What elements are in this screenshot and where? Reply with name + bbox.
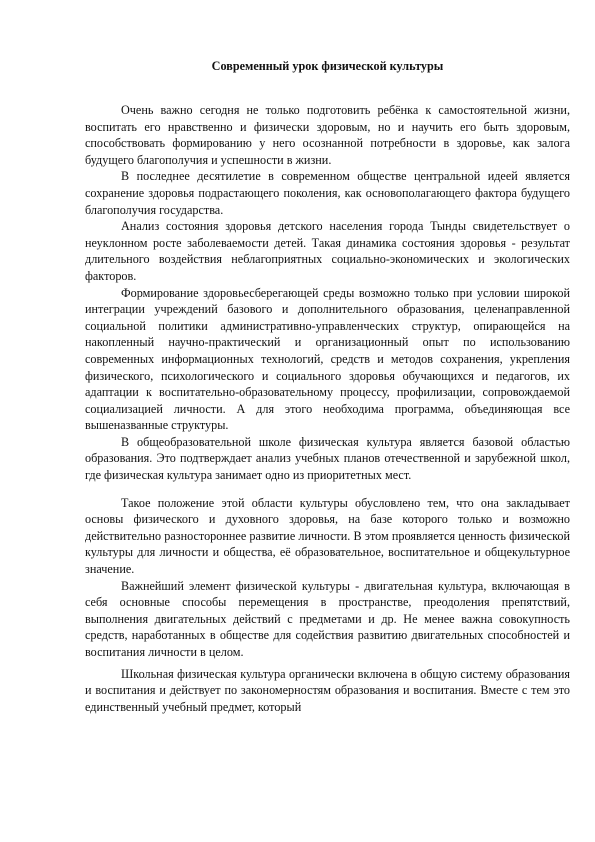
paragraph-7: Важнейший элемент физической культуры - двигательная культура, включающая в себя основные способы перемещения в пространстве, преодоления препятствий, выполнения двигательных действий с предметами и др. Не менее важна совокупность средств, наработанных в обществе для содействия развитию двигательных способностей и воспитания личности в целом.	[85, 578, 570, 659]
document-title: Современный урок физической культуры	[211, 59, 444, 73]
paragraph-8: Школьная физическая культура органически включена в общую систему образования и воспитания и действует по закономерностям образования и воспитания. Вместе с тем это единственный учебный предмет, который	[85, 666, 570, 714]
paragraph-2: В последнее десятилетие в современном обществе центральной идеей является сохранение здоровья подрастающего поколения, как основополагающего фактора будущего благополучия государства.	[85, 169, 570, 217]
document-page	[85, 58, 570, 715]
paragraph-6: Такое положение этой области культуры обусловлено тем, что она закладывает основы физического и духовного здоровья, на базе которого только и возможно действительно разностороннее развитие личности. В этом проявляется ценность физической культуры для личности и общества, её образовательное, воспитательное и общекультурное значение.	[85, 495, 570, 577]
paragraph-4: Формирование здоровьесберегающей среды возможно только при условии широкой интеграции учреждений базового и дополнительного образования, целенаправленной социальной политики административно-управленческих структур, опирающейся на накопленный научно-практический и организационный опыт по использованию современных информационных технологий, средств и методов сохранения, укрепления физического, психологического и социального здоровья обучающихся и педагогов, их адаптации к воспитательно-образовательному процессу, профилизации, сопровождаемой социализацией личности. А для этого необходима программа, объединяющая все вышеназванные структуры.	[85, 285, 570, 433]
paragraph-5: В общеобразовательной школе физическая культура является базовой областью образования. Это подтверждает анализ учебных планов отечественной и зарубежной школ, где физическая культура занимает одно из приоритетных мест.	[85, 434, 570, 483]
paragraph-1: Очень важно сегодня не только подготовить ребёнка к самостоятельной жизни, воспитать его нравственно и физически здоровым, но и научить его быть здоровым, способствовать формированию у него осознанной потребности в здоровье, как залога будущего благополучия и успешности в жизни.	[85, 103, 570, 167]
paragraph-3: Анализ состояния здоровья детского населения города Тынды свидетельствует о неуклонном росте заболеваемости детей. Такая динамика состояния здоровья - результат длительного воздействия неблагоприятных социально-экономических и экологических факторов.	[85, 219, 570, 283]
